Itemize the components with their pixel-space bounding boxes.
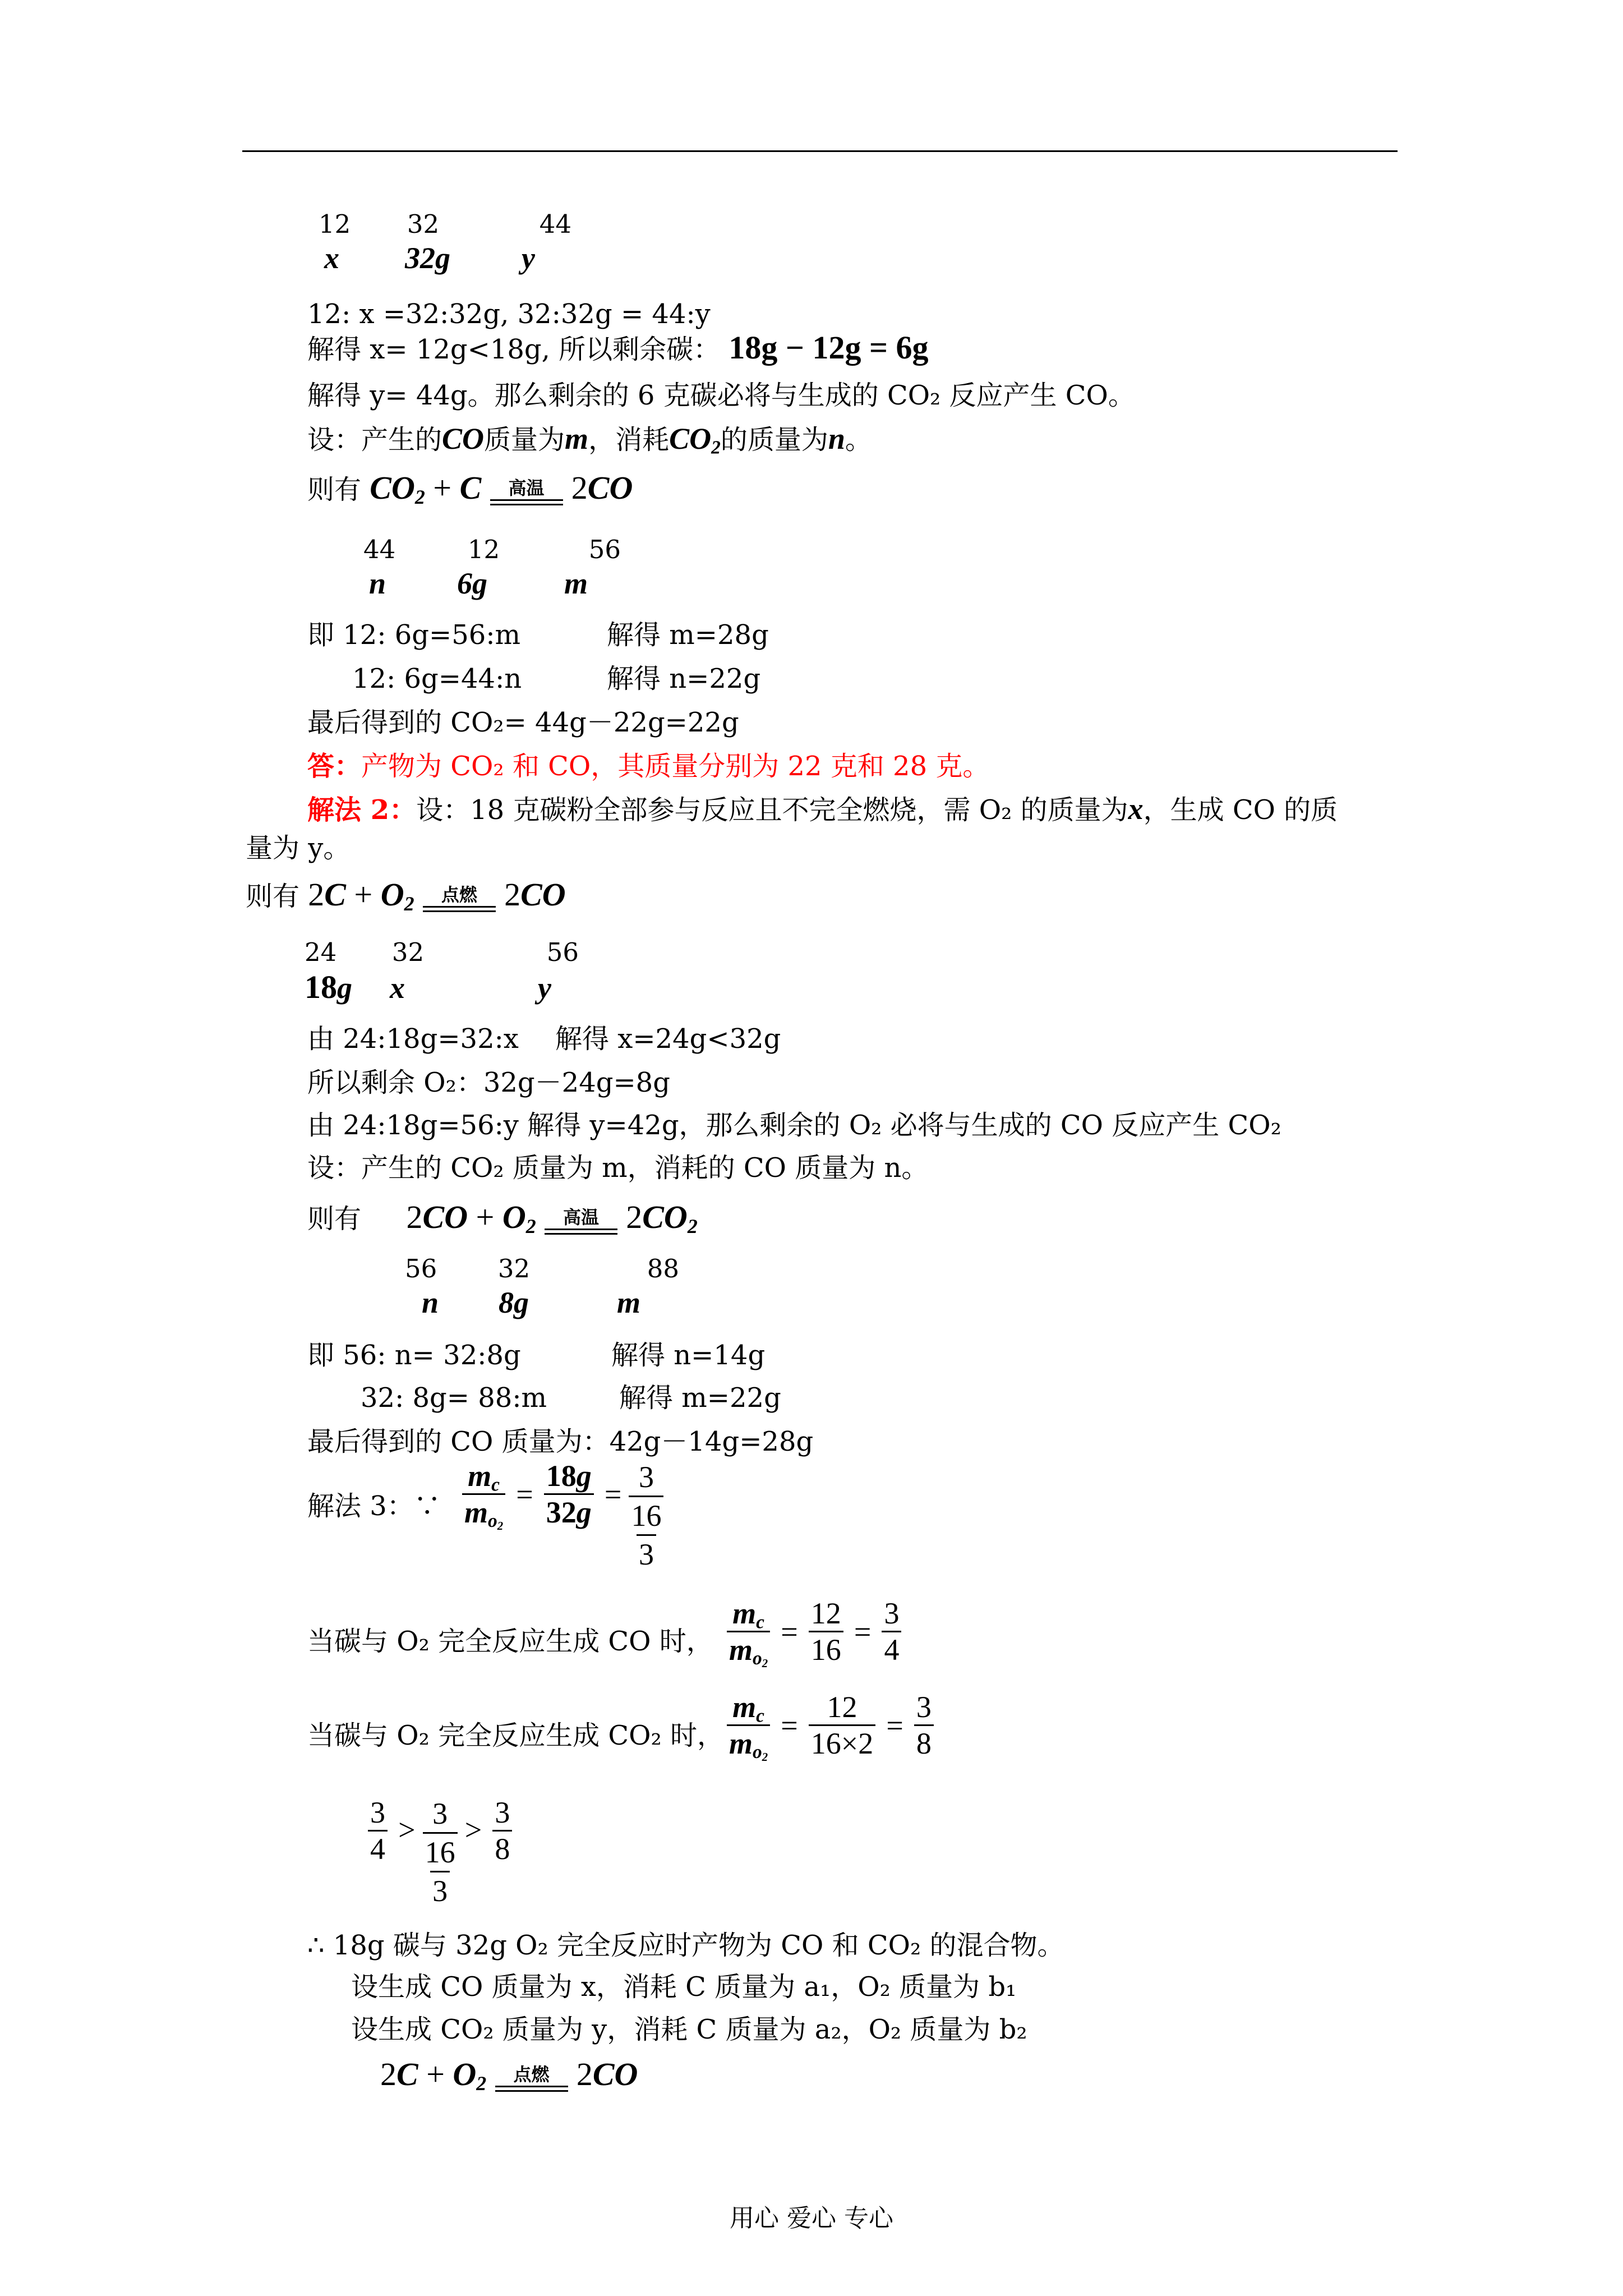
text: 。 <box>845 424 872 455</box>
method3-label: 解法 3：∵ <box>307 1490 441 1522</box>
result-line: 解得 n=22g <box>607 663 761 694</box>
solve-line: 由 24:18g=56:y 解得 y=42g，那么剩余的 O₂ 必将与生成的 CO 反应产生 CO₂ <box>307 1110 1281 1141</box>
reaction-co2-c: 则有 $CO_2 + C$ 高温 2CO <box>307 470 633 508</box>
unknown: y <box>522 241 535 275</box>
unknown: 8g <box>499 1286 529 1319</box>
condition: 高温 <box>508 477 545 499</box>
header-rule <box>242 150 1398 152</box>
mass: 56 <box>588 535 621 564</box>
remaining-line: 所以剩余 O₂：32g－24g=8g <box>307 1067 670 1098</box>
math: 18g − 12g = 6g <box>728 329 929 366</box>
solve-y-line: 解得 y= 44g。那么剩余的 6 克碳必将与生成的 CO₂ 反应产生 CO。 <box>307 380 1135 411</box>
eq3-masses <box>305 936 579 969</box>
mass: 32 <box>497 1254 531 1283</box>
mass: 32 <box>407 209 440 239</box>
fraction-co: $\frac{m_c}{m_{o_2}}$ = $\frac{12}{16}$ = $\frac{3}{4}$ <box>723 1596 905 1667</box>
mass: 56 <box>405 1254 437 1283</box>
eq4-unknowns <box>422 1286 640 1319</box>
unknown: x <box>324 241 339 275</box>
unknown: 6g <box>457 567 488 600</box>
eq1-masses <box>319 208 571 241</box>
eq4-masses <box>405 1252 679 1286</box>
condition: 高温 <box>562 1207 599 1228</box>
conclusion-line: ∴ 18g 碳与 32g O₂ 完全反应时产物为 CO 和 CO₂ 的混合物。 <box>307 1930 1064 1961</box>
reaction-arrow <box>545 1207 617 1235</box>
mass: 12 <box>319 209 351 239</box>
eq1-unknowns <box>324 241 535 275</box>
math: x <box>1128 792 1144 826</box>
unknown: m <box>617 1286 641 1319</box>
reaction-arrow <box>423 885 496 912</box>
math: n <box>828 422 845 455</box>
text: 则有 <box>307 474 362 505</box>
reaction-c-o2-2: $2C + O_2$ 点燃 2CO <box>380 2056 638 2095</box>
set-line: 设：产生的CO质量为m，消耗$CO_2$的质量为n。 <box>307 422 872 458</box>
eq3-unknowns: 18g x y <box>305 969 551 1005</box>
mass: 32 <box>391 937 425 967</box>
compound-fraction: 3 16 3 <box>629 1458 663 1573</box>
mass: 56 <box>546 937 579 967</box>
text: ，消耗 <box>588 424 670 455</box>
condition: 点燃 <box>441 884 477 905</box>
mass: 24 <box>305 937 337 967</box>
ratio-line: 即 12: 6g=56:m <box>307 619 521 651</box>
ratio-line: 即 56: n= 32:8g <box>307 1340 521 1371</box>
inequality: $\frac{3}{4}$ > 3 16 3 > $\frac{3}{8}$ <box>365 1795 515 1910</box>
result-line: 解得 n=14g <box>611 1340 766 1371</box>
ratio-line: 32: 8g= 88:m <box>361 1382 547 1414</box>
mass: 12 <box>467 535 500 564</box>
mass: 44 <box>363 535 396 564</box>
text: 则有 <box>307 1203 362 1235</box>
eq2-masses <box>363 533 621 567</box>
answer-label: 答： <box>307 751 362 782</box>
ratio-line: 12: 6g=44:n <box>352 663 522 694</box>
method2-line-cont: 量为 y。 <box>246 832 351 864</box>
text: 解得 x= 12g<18g, 所以剩余碳： <box>307 334 721 365</box>
set-line: 设生成 CO₂ 质量为 y，消耗 C 质量为 a₂，O₂ 质量为 b₂ <box>351 2014 1027 2045</box>
math: m <box>565 422 589 455</box>
reaction-c-o2: 则有 $2C + O_2$ 点燃 2CO <box>246 876 566 915</box>
text: 设：18 克碳粉全部参与反应且不完全燃烧，需 O₂ 的质量为 <box>416 794 1128 826</box>
mass: 44 <box>539 209 572 239</box>
fraction-co2: $\frac{m_c}{m_{o_2}}$ = $\frac{12}{16\times 2}$ = $\frac{3}{8}$ <box>723 1690 937 1761</box>
unknown: n <box>422 1286 439 1319</box>
text: 质量为 <box>484 424 565 455</box>
answer-line <box>307 749 989 783</box>
text: 的质量为 <box>720 424 828 455</box>
eq2-unknowns <box>369 567 588 600</box>
answer-text: 产物为 CO₂ 和 CO，其质量分别为 22 克和 28 克。 <box>361 751 990 782</box>
solve-x-line <box>307 331 929 366</box>
final-line: 最后得到的 CO₂= 44g－22g=22g <box>307 707 739 738</box>
method2-line <box>307 792 1338 827</box>
text: 设：产生的 <box>307 424 442 455</box>
set-line: 设生成 CO 质量为 x，消耗 C 质量为 a₁，O₂ 质量为 b₁ <box>351 1971 1017 2003</box>
case-co-line: 当碳与 O₂ 完全反应生成 CO 时， <box>307 1626 713 1657</box>
result-line: 解得 x=24g<32g <box>555 1023 781 1055</box>
method-label: 解法 2： <box>307 794 417 826</box>
reaction-arrow <box>495 2064 568 2092</box>
reaction-co-o2: 则有 $2CO + O_2$ 高温 $2CO_2$ <box>307 1199 698 1237</box>
set-line: 设：产生的 CO₂ 质量为 m，消耗的 CO 质量为 n。 <box>307 1152 929 1184</box>
unknown: 32g <box>405 241 450 275</box>
ratio-line: 12: x =32:32g, 32:32g = 44:y <box>307 298 711 330</box>
case-co2-line: 当碳与 O₂ 完全反应生成 CO₂ 时， <box>307 1720 724 1751</box>
ratio-fraction-mc-mo2: $\frac{m_c}{m_{o_2}}$ = $\frac{18g}{32g}$ = 3 16 3 <box>459 1458 663 1573</box>
unknown: x <box>390 971 405 1005</box>
text: 则有 <box>246 881 300 912</box>
ratio-line: 由 24:18g=32:x <box>307 1023 519 1055</box>
unknown: n <box>369 567 386 600</box>
mass: 88 <box>647 1254 680 1283</box>
unknown: y <box>538 971 551 1005</box>
unknown: m <box>564 567 588 600</box>
final-line: 最后得到的 CO 质量为：42g－14g=28g <box>307 1426 814 1457</box>
math: CO <box>669 422 712 455</box>
reaction-arrow <box>490 478 563 505</box>
result-line: 解得 m=22g <box>619 1382 781 1414</box>
text: ，生成 CO 的质 <box>1143 794 1338 826</box>
math: CO <box>442 422 485 455</box>
result-line: 解得 m=28g <box>607 619 769 651</box>
condition: 点燃 <box>513 2064 550 2085</box>
page-footer: 用心 爱心 专心 <box>730 2204 893 2233</box>
